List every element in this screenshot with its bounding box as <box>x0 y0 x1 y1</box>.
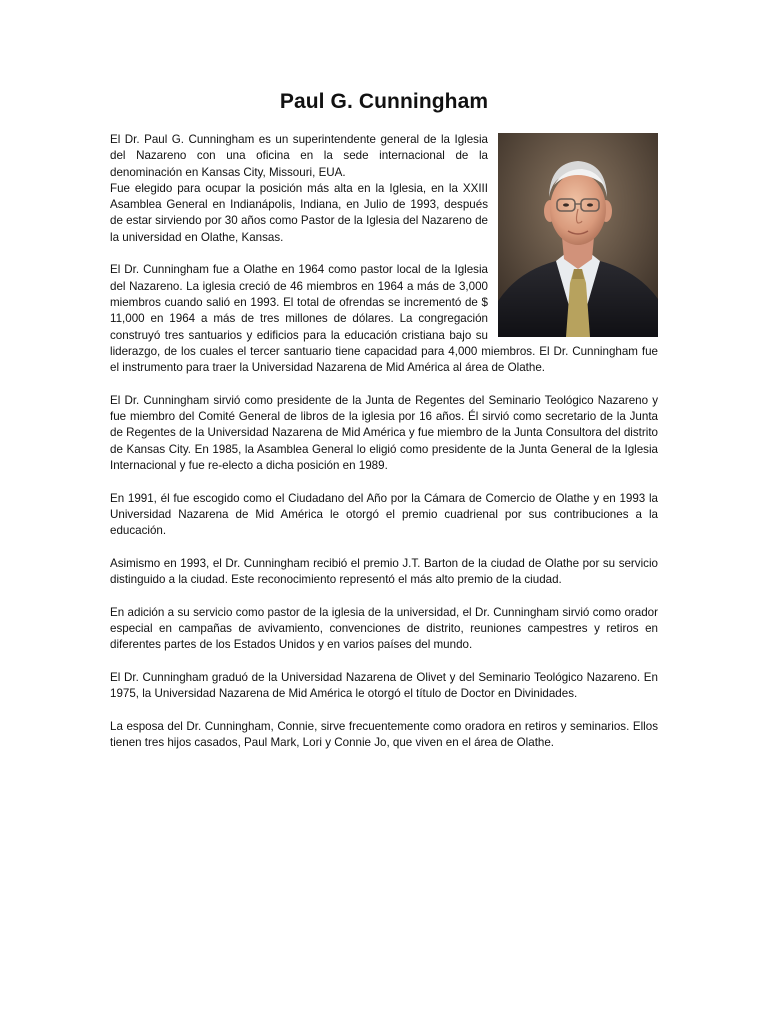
page-title: Paul G. Cunningham <box>279 90 489 113</box>
paragraph-1: El Dr. Paul G. Cunningham es un superintendente general de la Iglesia del Nazareno con una oficina en la sede internacional de la denominación en Kansas City, Missouri, EUA. <box>110 133 488 179</box>
paragraph-7: En adición a su servicio como pastor de la iglesia de la universidad, el Dr. Cunningham sirvió como orador especial en campañas de avivamiento, convenciones de distrito, reuniones campestres y retiros en diferentes partes de los Estados Unidos y en varios países del mundo. <box>110 605 658 652</box>
paragraph-6: Asimismo en 1993, el Dr. Cunningham recibió el premio J.T. Barton de la ciudad de Olathe por su servicio distinguido a la ciudad. Este reconocimiento representó el más alto premio de la ciudad. <box>110 556 658 587</box>
biography-text <box>110 132 658 751</box>
paragraph-9: La esposa del Dr. Cunningham, Connie, sirve frecuentemente como oradora en retiros y seminarios. Ellos tienen tres hijos casados, Paul Mark, Lori y Connie Jo, que viven en el área de Olathe. <box>110 719 658 749</box>
paragraph-4: El Dr. Cunningham sirvió como presidente de la Junta de Regentes del Seminario Teológico Nazareno y fue miembro del Comité General de libros de la iglesia por 16 años. Él sirvió como secretario de la Junta de Regentes de la Universidad Nazarena de Mid América y fue miembro de la Junta Consultora del distrito de Kansas City. En 1985, la Asamblea General lo eligió como presidente de la Junta General de la Iglesia Internacional y fue re-electo a dicha posición en 1989. <box>110 393 658 472</box>
portrait-photo <box>498 133 658 337</box>
paragraph-8: El Dr. Cunningham graduó de la Universidad Nazarena de Olivet y del Seminario Teológico Nazareno. En 1975, la Universidad Nazarena de Mid América le otorgó el título de Doctor en Divinidades. <box>110 670 658 701</box>
paragraph-2: Fue elegido para ocupar la posición más alta en la Iglesia, en la XXIII Asamblea General en Indianápolis, Indiana, en Julio de 1993, después de estar sirviendo por 30 años como Pastor de la Iglesia del Nazareno de la universidad en Olathe, Kansas. <box>110 181 488 244</box>
paragraph-3: El Dr. Cunningham fue a Olathe en 1964 como pastor local de la Iglesia del Nazareno. La iglesia creció de 46 miembros en 1964 a más de 3,000 miembros cuando salió en 1993. El total de ofrendas se incrementó de $ 11,000 en 1964 a más de tres millones de dólares. La congregación construyó tres santuarios y edificios para la educación cristiana bajo su liderazgo, de los cuales el tercer santuario tiene capacidad para 4,000 miembros. El Dr. Cunningham fue el instrumento para traer la Universidad Nazarena de Mid América al área de Olathe. <box>110 263 658 375</box>
paragraph-5: En 1991, él fue escogido como el Ciudadano del Año por la Cámara de Comercio de Olathe y en 1993 la Universidad Nazarena de Mid América le otorgó el premio cuadrienal por sus contribuciones a la educación. <box>110 491 658 538</box>
portrait-illustration <box>498 133 658 337</box>
